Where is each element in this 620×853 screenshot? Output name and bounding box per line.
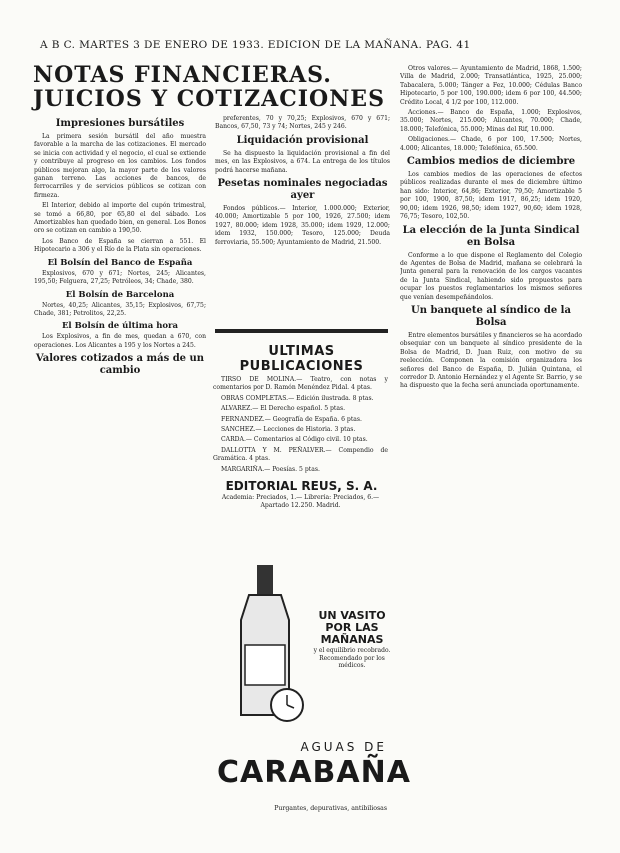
section-heading: Impresiones bursátiles: [55, 118, 185, 129]
column-1: [34, 115, 206, 835]
section-heading: Cambios medios de diciembre: [406, 156, 576, 168]
column-2: [215, 115, 390, 365]
publication-item: OBRAS COMPLETAS.— Edición ilustrada. 8 ptas.: [221, 394, 374, 402]
paragraph: Obligaciones.— Chade, 6 por 100, 17.500; Nortes, 4.000; Alicantes, 18.000; Telefónica, 65.500.: [400, 136, 582, 152]
section-heading: Valores cotizados a más de un cambio: [35, 353, 205, 377]
section-heading: Un banquete al síndico de la Bolsa: [411, 304, 571, 328]
editorial-name: EDITORIAL REUS, S. A.: [225, 479, 378, 494]
publication-item: DALLOTTA Y M. PEÑALVER.— Compendio de Gramática. 4 ptas.: [213, 446, 388, 463]
publication-item: MARGARIÑA.— Poesías. 5 ptas.: [221, 465, 320, 473]
subsection-heading: El Bolsín de Barcelona: [65, 289, 175, 300]
aguas-label: AGUAS DE: [300, 740, 387, 754]
publication-item: ALVAREZ.— El Derecho español. 5 ptas.: [221, 405, 346, 413]
paragraph: Los Explosivos, a fin de mes, quedan a 670, con operaciones. Los Alicantes a 195 y los Nortes a 245.: [34, 333, 206, 349]
section-heading: Pesetas nominales negociadas ayer: [217, 178, 388, 202]
paragraph: Fondos públicos.— Interior, 1.000.000; Exterior, 40.000; Amortizable 5 por 100, 1926, 27.500; idem 1927, 80.000; idem 1928, 35.000; idem 1929, 12.000; idem 1932, 150.000; Tesoro, 125.000; Deuda ferroviaria, 55.500; Ayuntamiento de Madrid, 21.500.: [215, 205, 390, 246]
paragraph: Los cambios medios de las operaciones de efectos públicos realizadas durante el mes de diciembre último han sido: Interior, 64,86; Exterior, 79,50; Amortizable 5 por 100, 1900, 87,50; idem 1917, 86,25; idem 1920, 90,00; idem 1926, 98,50; idem 1927, 90,60; idem 1928, 76,75; Tesoro, 102,50.: [400, 171, 582, 221]
column-rule: [215, 329, 388, 333]
publication-item: TIRSO DE MOLINA.— Teatro, con notas y comentarios por D. Ramón Menéndez Pidal. 4 ptas.: [213, 376, 388, 392]
page-header: A B C. MARTES 3 DE ENERO DE 1933. EDICION DE LA MAÑANA. PAG. 41: [40, 39, 471, 51]
column-3: [400, 65, 582, 845]
publication-item: SANCHEZ.— Lecciones de Historia. 3 ptas.: [221, 426, 356, 434]
paragraph: Conforme a lo que dispone el Reglamento del Colegio de Agentes de Bolsa de Madrid, mañana se celebrará la Junta general para la renovación de los cargos vacantes de la Junta Sindical, habiendo sido propuestos para ocupar los puestos reglamentarios los mismos señores que venían desempeñándolos.: [400, 251, 582, 301]
publications-heading: ULTIMAS PUBLICACIONES: [239, 344, 364, 374]
section-heading: Liquidación provisional: [236, 134, 369, 146]
subsection-heading: El Bolsín de última hora: [61, 321, 179, 332]
publications-list: [213, 376, 388, 476]
paragraph: Entre elementos bursátiles y financieros se ha acordado obsequiar con un banquete al síndico presidente de la Bolsa de Madrid, D. Juan Ruiz, con motivo de su reelección. Componen la comisión organizadora los señores del Banco de España, D. Julián Quintana, el corredor D. Antonio Hernández y el Agente Sr. Barrio, y se ha dispuesto que la fecha será anunciada oportunamente.: [400, 331, 582, 390]
paragraph: Otros valores.— Ayuntamiento de Madrid, 1868, 1.500; Villa de Madrid, 2.000; Transatlántica, 1925, 25.000; Tabacalera, 5.000; Tánger a Fez, 10.000; Cédulas Banco Hipotecario, 5 por 100, 190.000; idem 6 por 100, 44.500; Crédito Local, 4 1/2 por 100, 112.000.: [400, 65, 582, 106]
recommendation: y el equilibrio recobrado. Recomendado por los médicos.: [313, 647, 391, 669]
paragraph: Los Banco de España se cierran a 551. El Hipotecario a 306 y el Río de la Plata sin operaciones.: [34, 237, 206, 254]
paragraph: El Interior, debido al importe del cupón trimestral, se tomó a 66,80, por 65,80 el del sábado. Los Amortizables han quedado bien, en general. Los Bonos oro se cotizan en cambio a 190,50.: [34, 202, 206, 235]
paragraph: preferentes, 70 y 70,25; Explosivos, 670 y 671; Bancos, 67,50, 73 y 74; Nortes, 245 y 246.: [215, 115, 390, 131]
paragraph: Acciones.— Banco de España, 1.000; Explosivos, 35.000; Nortes, 215.000; Alicantes, 70.000; Chade, 18.000; Telefónica, 55.000; Minas del Rif, 10.000.: [400, 109, 582, 133]
slogan: UN VASITO POR LAS MAÑANAS: [318, 609, 386, 646]
section-heading: La elección de la Junta Sindical en Bolsa: [402, 224, 580, 248]
paragraph: Se ha dispuesto la liquidación provisional a fin del mes, en las Explosivos, a 674. La entrega de los títulos podrá hacerse mañana.: [215, 149, 390, 174]
bottle-illustration: [227, 565, 317, 725]
purgante-label: Purgantes, depurativas, antibiliosas: [274, 805, 387, 812]
advertisement-carabana: [217, 555, 411, 845]
publication-item: FERNANDEZ.— Geografía de España. 6 ptas.: [221, 415, 362, 423]
paragraph: La primera sesión bursátil del año muestra favorable a la marcha de las cotizaciones. El mercado se inicia con actividad y el negocio, el cual se extiende y contribuye al progreso en los cambios. Los fondos públicos mejoran algo, la mayor parte de los valores ganan terreno. Las acciones de bancos, de ferrocarriles y de servicios públicos se cotizan con firmeza.: [34, 133, 206, 199]
page-title: NOTAS FINANCIERAS. JUICIOS Y COTIZACIONES: [33, 62, 385, 112]
publication-item: CARDA.— Comentarios al Código civil. 10 ptas.: [221, 436, 368, 444]
paragraph: Explosivos, 670 y 671; Nortes, 245; Alicantes, 195,50; Felguera, 27,25; Petróleos, 34; Chade, 380.: [34, 269, 206, 286]
editorial-address: Academia: Preciados, 1.— Librería: Preciados, 6.— Apartado 12.250. Madrid.: [221, 494, 380, 510]
subsection-heading: El Bolsín del Banco de España: [47, 257, 193, 268]
brand-name: CARABAÑA: [217, 755, 411, 790]
paragraph: Nortes, 40,25; Alicantes, 35,15; Explosivos, 67,75; Chade, 381; Petrolitos, 22,25.: [34, 301, 206, 317]
